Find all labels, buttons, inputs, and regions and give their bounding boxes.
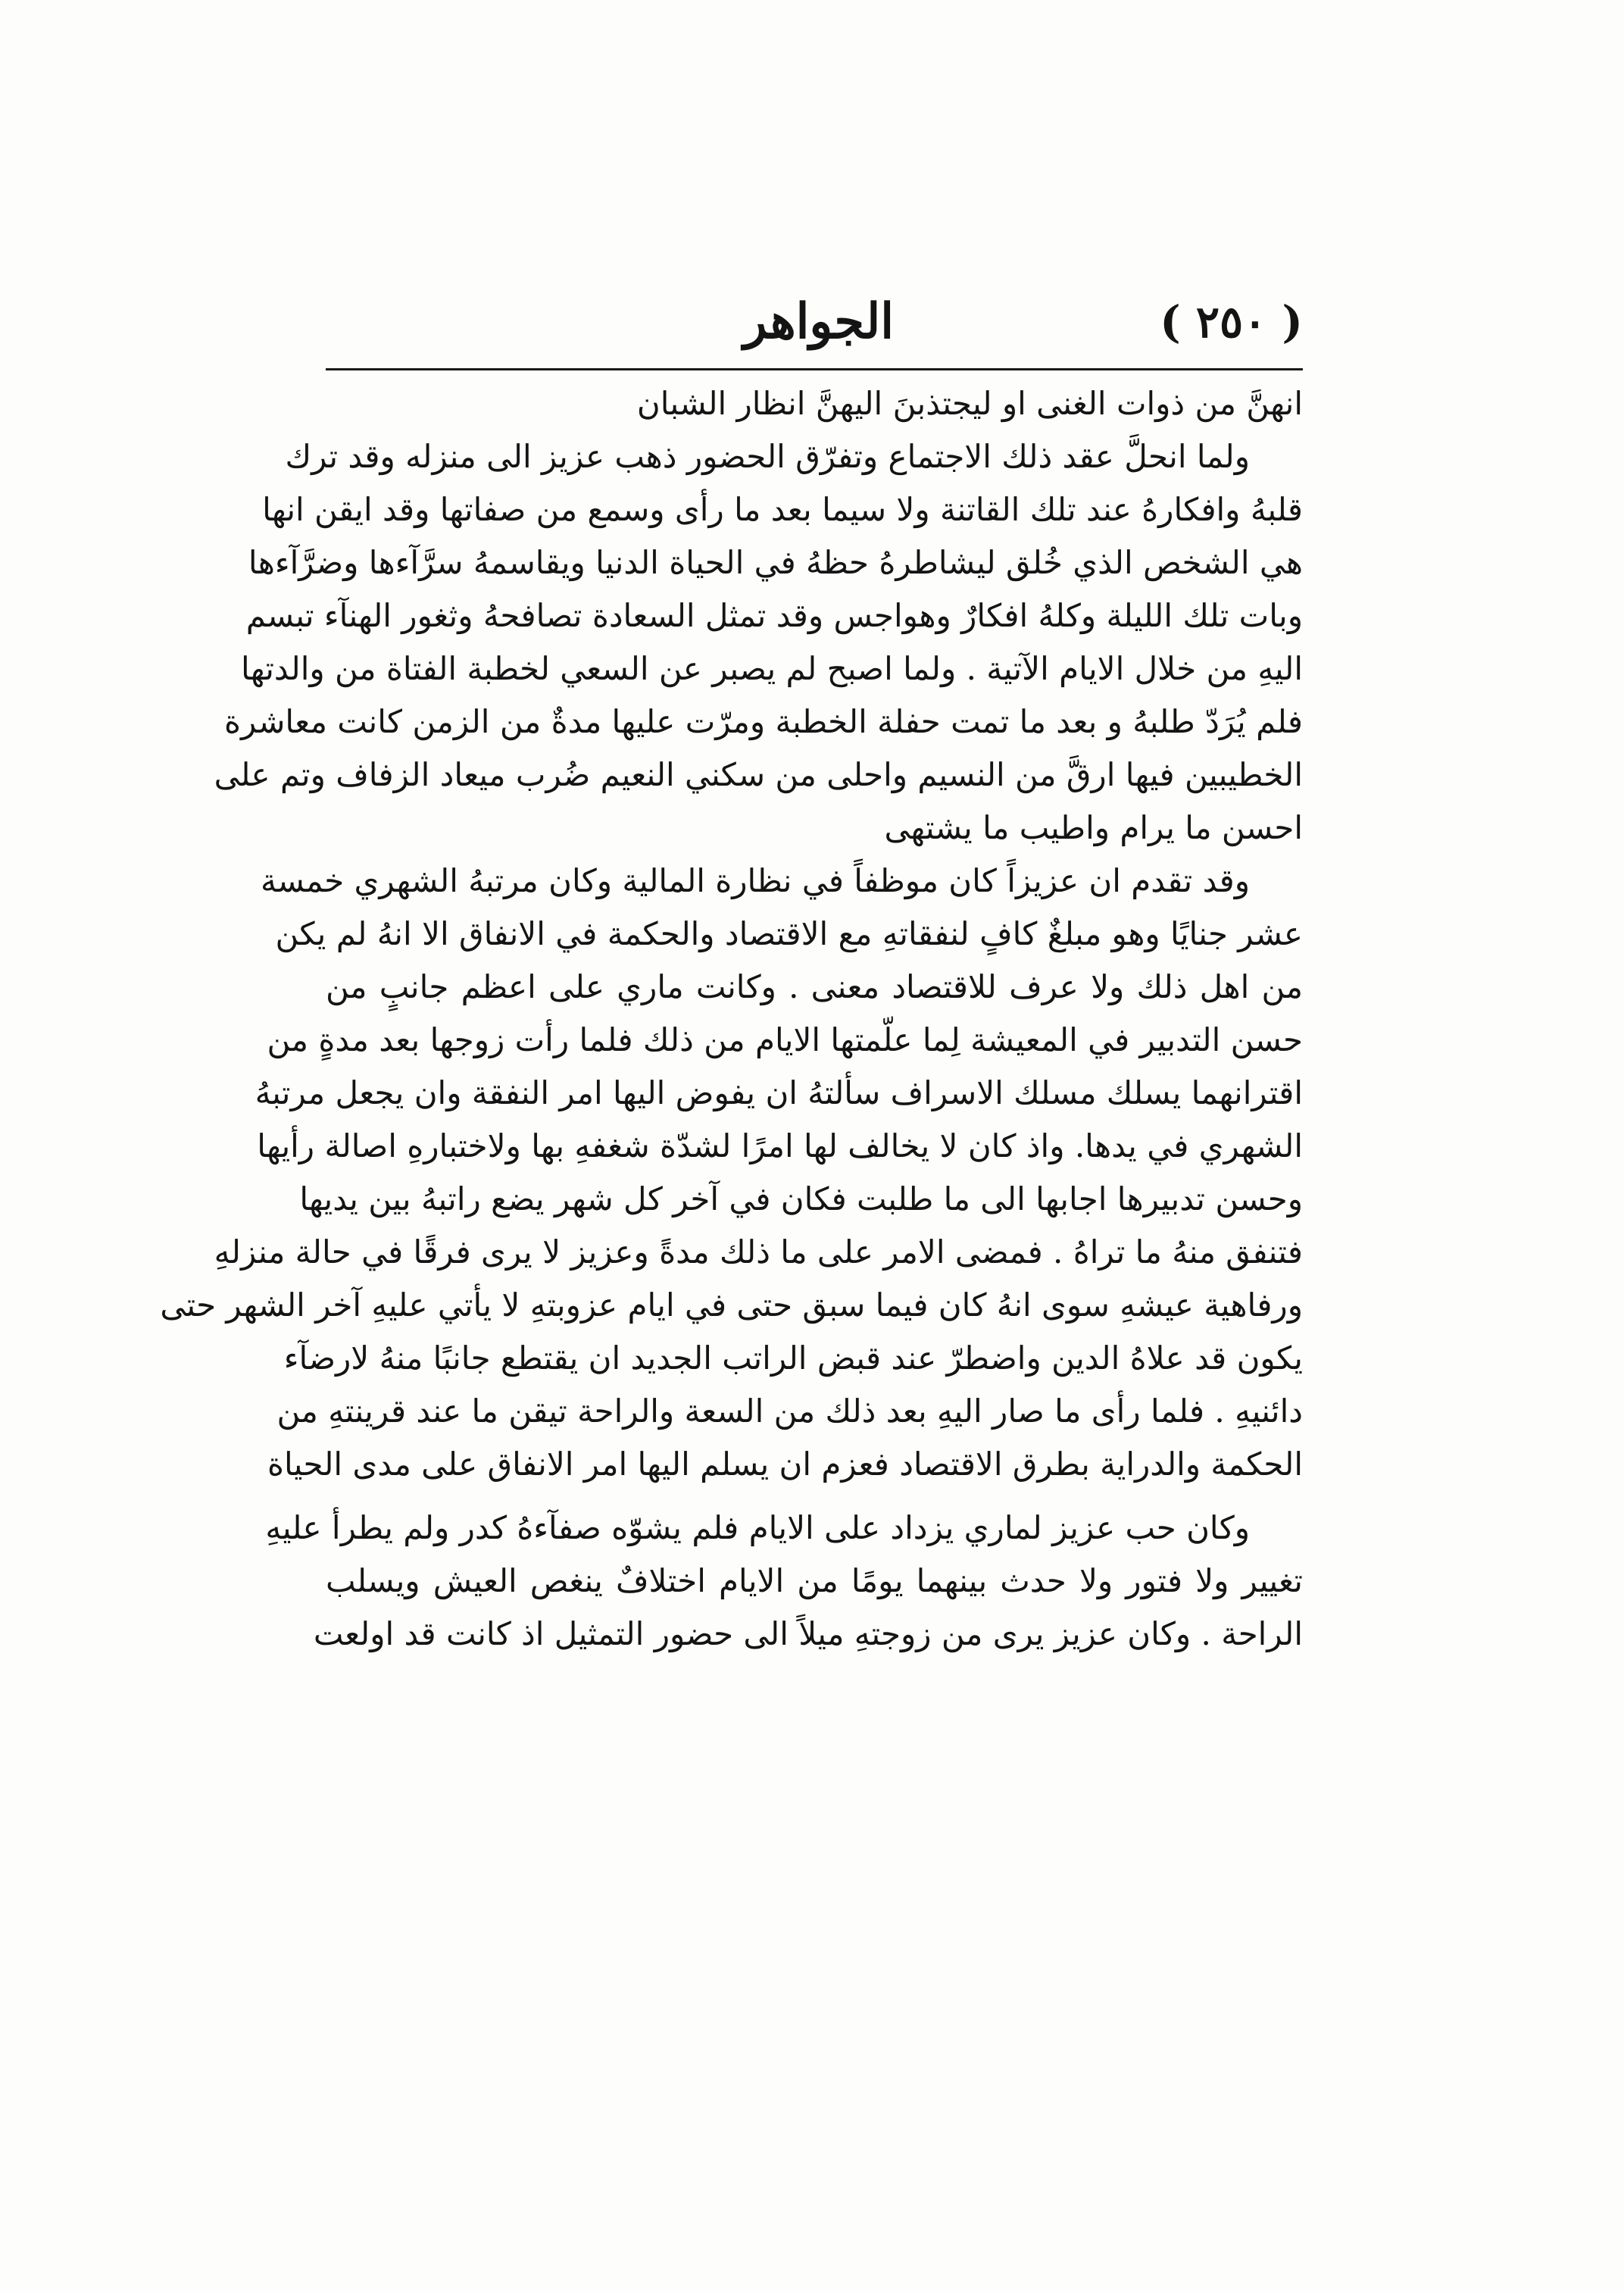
text-line: من اهل ذلك ولا عرف للاقتصاد معنى . وكانت ماري على اعظم جانبٍ من [326, 968, 1303, 1005]
text-line: وبات تلك الليلة وكلهُ افكارٌ وهواجس وقد تمثل السعادة تصافحهُ وثغور الهنآء تبسم [245, 597, 1303, 634]
text-line: دائنيهِ . فلما رأى ما صار اليهِ بعد ذلك من السعة والراحة تيقن ما عند قرينتهِ من [276, 1392, 1303, 1430]
text-line: تغيير ولا فتور ولا حدث بينهما يومًا من الايام اختلافٌ ينغص العيش ويسلب [326, 1562, 1303, 1599]
text-line: الحكمة والدراية بطرق الاقتصاد فعزم ان يسلم اليها امر الانفاق على مدى الحياة [267, 1446, 1303, 1483]
text-line: ورفاهية عيشهِ سوى انهُ كان فيما سبق حتى في ايام عزوبتهِ لا يأتي عليهِ آخر الشهر حتى [160, 1286, 1303, 1324]
text-line: الشهري في يدها. واذ كان لا يخالف لها امرًا لشدّة شغفهِ بها ولاختبارهِ اصالة رأيها [257, 1127, 1303, 1164]
text-line: الراحة . وكان عزيز يرى من زوجتهِ ميلاً الى حضور التمثيل اذ كانت قد اولعت [313, 1615, 1303, 1652]
header-rule [326, 368, 1303, 370]
text-line: فلم يُرَدّ طلبهُ و بعد ما تمت حفلة الخطبة ومرّت عليها مدةٌ من الزمن كانت معاشرة [224, 703, 1303, 740]
text-line: ولما انحلَّ عقد ذلك الاجتماع وتفرّق الحضور ذهب عزيز الى منزله وقد ترك [285, 438, 1250, 475]
running-title: الجواهر [743, 293, 894, 350]
text-line: الخطيبين فيها ارقَّ من النسيم واحلى من سكني النعيم ضُرب ميعاد الزفاف وتم على [214, 756, 1303, 793]
page-body [160, 377, 1303, 1661]
text-line: قلبهُ وافكارهُ عند تلك القاتنة ولا سيما بعد ما رأى وسمع من صفاتها وقد ايقن انها [262, 491, 1303, 528]
text-line: حسن التدبير في المعيشة لِما علّمتها الايام من ذلك فلما رأت زوجها بعد مدةٍ من [267, 1021, 1303, 1058]
text-line: هي الشخص الذي خُلق ليشاطرهُ حظهُ في الحياة الدنيا ويقاسمهُ سرَّآءها وضرَّآءها [248, 544, 1303, 581]
text-line: اليهِ من خلال الايام الآتية . ولما اصبح لم يصبر عن السعي لخطبة الفتاة من والدتها [241, 650, 1303, 687]
text-line: وكان حب عزيز لماري يزداد على الايام فلم يشوّه صفآءهُ كدر ولم يطرأ عليهِ [265, 1509, 1250, 1546]
text-line: يكون قد علاهُ الدين واضطرّ عند قبض الراتب الجديد ان يقتطع جانبًا منهُ لارضآء [283, 1339, 1303, 1377]
text-line: فتنفق منهُ ما تراهُ . فمضى الامر على ما ذلك مدةً وعزيز لا يرى فرقًا في حالة منزلهِ [214, 1233, 1303, 1271]
page-header [326, 284, 1303, 360]
text-line: وحسن تدبيرها اجابها الى ما طلبت فكان في آخر كل شهر يضع راتبهُ بين يديها [299, 1180, 1303, 1217]
text-line: عشر جنايًا وهو مبلغٌ كافٍ لنفقاتهِ مع الاقتصاد والحكمة في الانفاق الا انهُ لم يكن [275, 915, 1303, 952]
page-number: ( ٢٥٠ ) [1160, 296, 1303, 348]
text-line: اقترانهما يسلك مسلك الاسراف سألتهُ ان يفوض اليها امر النفقة وان يجعل مرتبهُ [255, 1074, 1303, 1111]
text-line: وقد تقدم ان عزيزاً كان موظفاً في نظارة المالية وكان مرتبهُ الشهري خمسة [260, 862, 1250, 899]
text-line: انهنَّ من ذوات الغنى او ليجتذبنَ اليهنَّ انظار الشبان [636, 385, 1303, 422]
text-line: احسن ما يرام واطيب ما يشتهى [884, 809, 1303, 846]
